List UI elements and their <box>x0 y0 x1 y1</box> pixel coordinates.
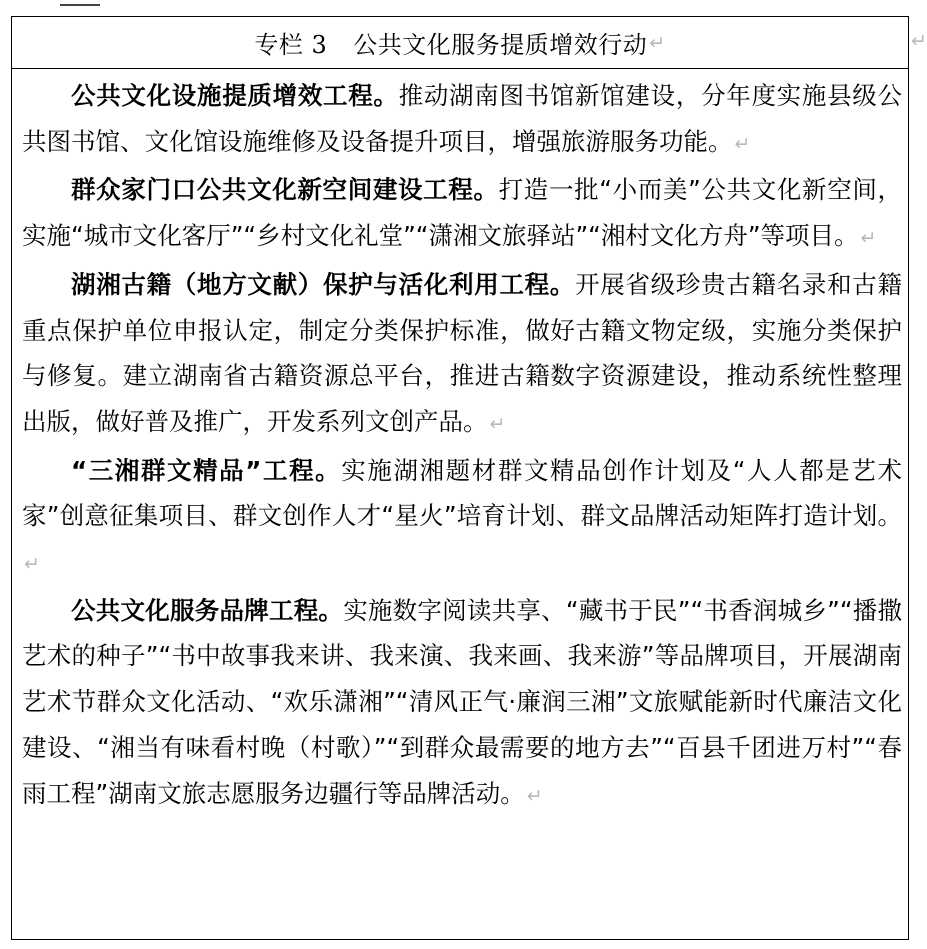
paragraph-text: 实施湖湘题材群文精品创作计划及“人人都是艺术家”创意征集项目、群文创作人才“星火”培育计划、群文品牌活动矩阵打造计划。 <box>22 455 902 531</box>
column-box <box>11 16 909 940</box>
paragraph-5 <box>22 588 902 820</box>
paragraph-text: 开展省级珍贵古籍名录和古籍重点保护单位申报认定，制定分类保护标准，做好古籍文物定级，实施分类保护与修复。建立湖南省古籍资源总平台，推进古籍数字资源建设，推动系统性整理出版，做好普及推广，开发系列文创产品。 <box>22 269 902 436</box>
page-top-edge <box>0 0 921 10</box>
paragraph-4 <box>22 448 902 588</box>
paragraph-mark-icon: ↵ <box>649 31 666 54</box>
paragraph-heading: 群众家门口公共文化新空间建设工程。 <box>71 175 499 205</box>
paragraph-text: 打造一批“小而美”公共文化新空间，实施“城市文化客厅”“乡村文化礼堂”“潇湘文旅驿站”“湘村文化方舟”等项目。 <box>22 175 903 251</box>
paragraph-heading: 公共文化服务品牌工程。 <box>71 595 344 625</box>
paragraph-heading: “三湘群文精品”工程。 <box>71 455 342 485</box>
paragraph-3 <box>22 262 902 448</box>
column-number: 专栏 3 <box>254 31 328 59</box>
column-title-text: 公共文化服务提质增效行动 <box>353 31 648 59</box>
paragraph-mark-icon: ↵ <box>24 553 40 576</box>
column-body <box>12 69 908 819</box>
paragraph-1 <box>22 73 902 167</box>
cut-off-text-fragment <box>60 0 100 6</box>
paragraph-mark-icon: ↵ <box>734 132 751 155</box>
paragraph-mark-icon: ↵ <box>526 784 543 807</box>
column-title <box>12 17 908 69</box>
paragraph-mark-icon: ↵ <box>860 227 877 250</box>
paragraph-text: 推动湖南图书馆新馆建设，分年度实施县级公共图书馆、文化馆设施维修及设备提升项目，增强旅游服务功能。 <box>22 81 902 156</box>
paragraph-mark-icon: ↵ <box>911 30 927 52</box>
paragraph-heading: 湖湘古籍（地方文献）保护与活化利用工程。 <box>71 269 576 299</box>
paragraph-2 <box>22 167 902 261</box>
paragraph-heading: 公共文化设施提质增效工程。 <box>71 81 399 110</box>
paragraph-mark-icon: ↵ <box>489 412 506 435</box>
paragraph-text: 实施数字阅读共享、“藏书于民”“书香润城乡”“播撒艺术的种子”“书中故事我来讲、我来演、我来画、我来游”等品牌项目，开展湖南艺术节群众文化活动、“欢乐潇湘”“清风正气·廉润三湘”文旅赋能新时代廉洁文化建设、“湘当有味看村晚（村歌）”“到群众最需要的地方去”“百县千团进万村”“春雨工程”湖南文旅志愿服务边疆行等品牌活动。 <box>22 595 903 808</box>
